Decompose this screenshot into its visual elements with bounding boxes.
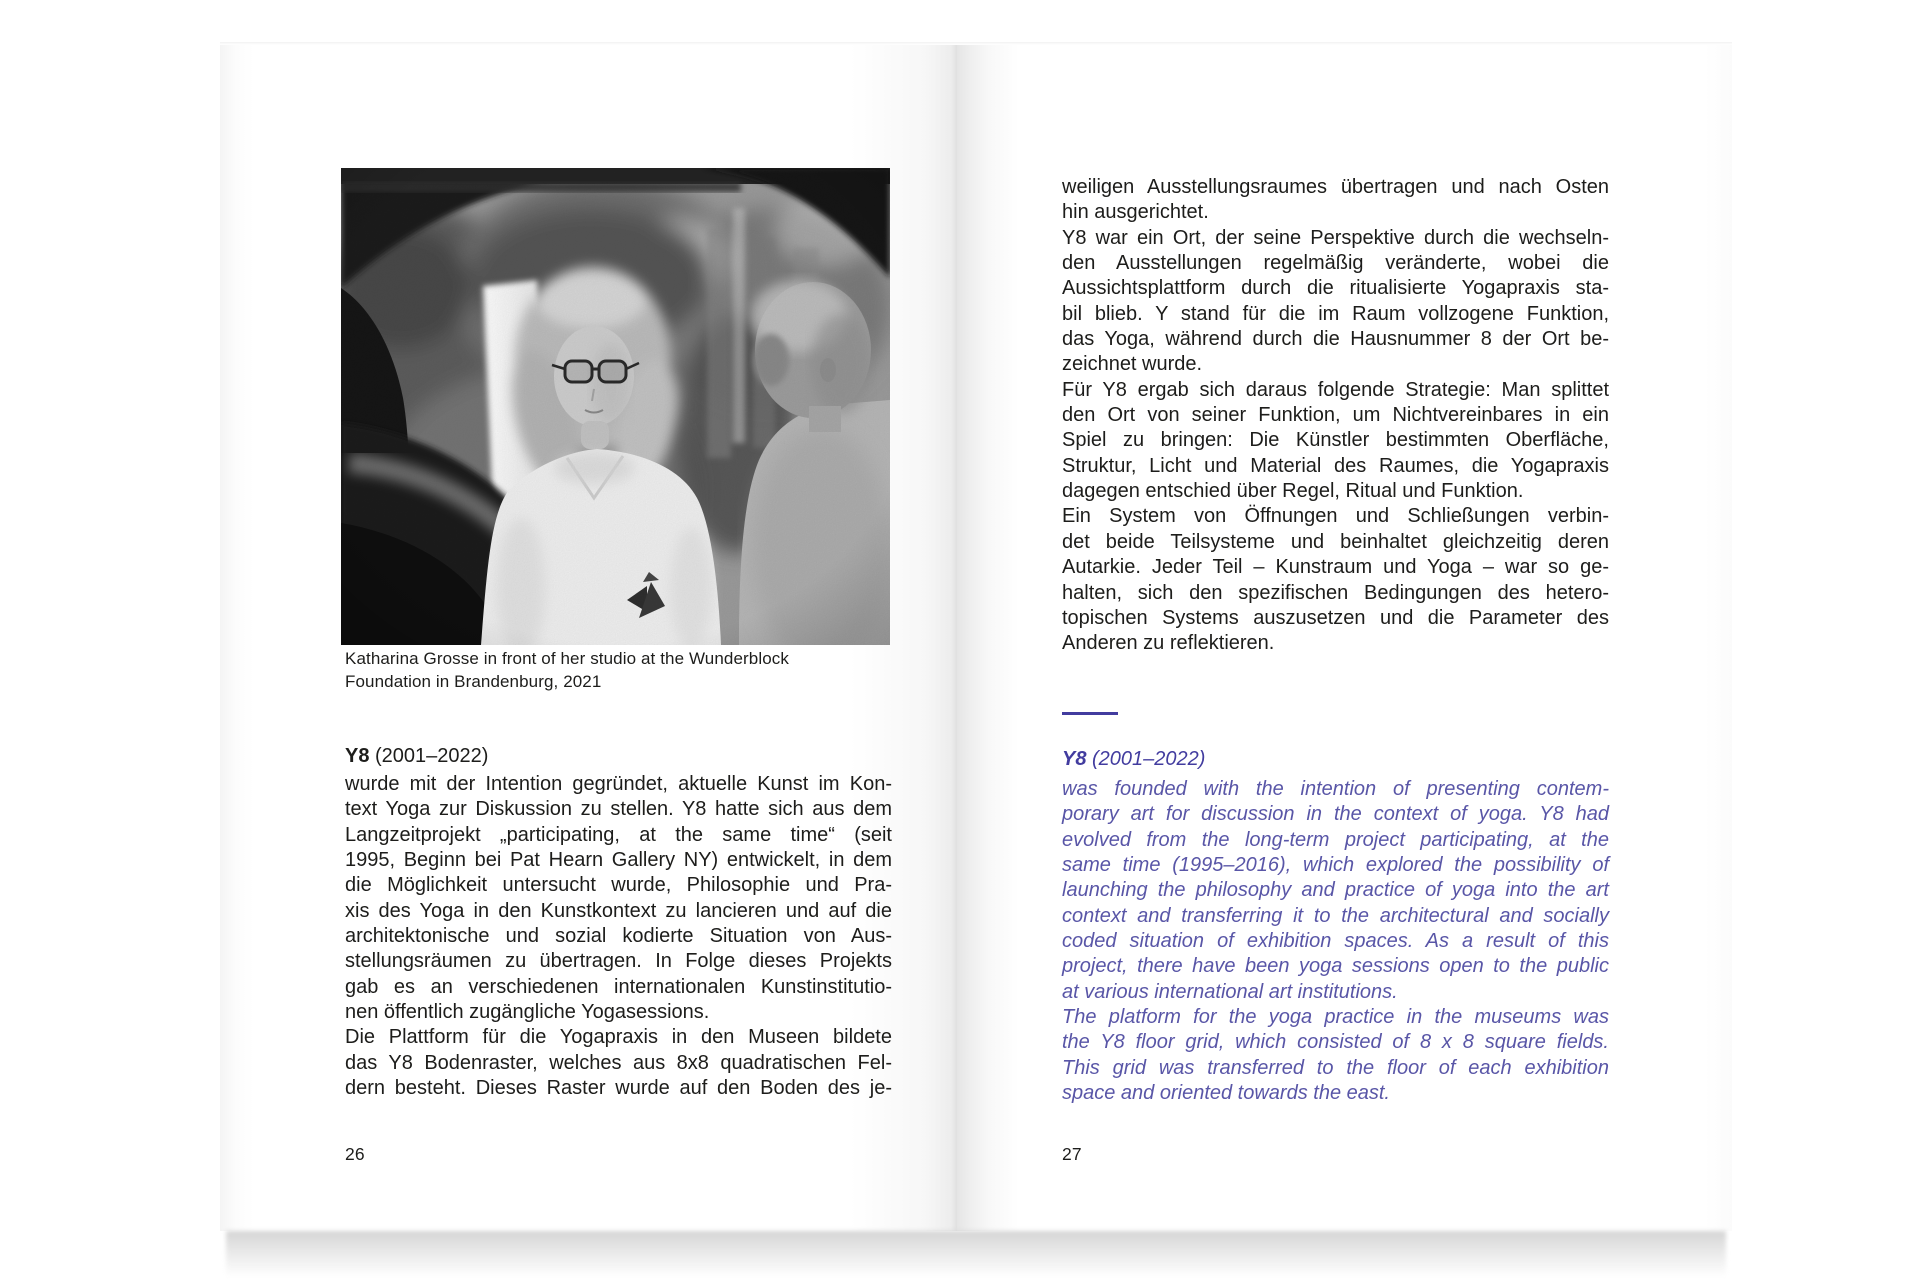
text-line: text Yoga zur Diskussion zu stellen. Y8 hatte sich aus dem <box>345 798 892 821</box>
text-line: project, there have been yoga sessions open to the public <box>1062 955 1609 978</box>
text-line: dern besteht. Dieses Raster wurde auf den Boden des je- <box>345 1077 892 1100</box>
text-line: das Yoga, während durch die Hausnummer 8 der Ort be- <box>1062 328 1609 351</box>
book-drop-shadow <box>226 1231 1726 1277</box>
text-line: stellungsräumen zu übertragen. In Folge dieses Projekts <box>345 950 892 973</box>
heading-dates: (2001–2022) <box>369 745 489 767</box>
heading-title: Y8 <box>345 745 370 767</box>
text-line: xis des Yoga in den Kunstkontext zu lancieren und auf die <box>345 899 892 922</box>
text-line: den Ort von seiner Funktion, um Nichtvereinbares in ein <box>1062 404 1609 427</box>
text-line: Langzeitprojekt „participating, at the same time“ (seit <box>345 823 892 846</box>
text-line: evolved from the long-term project participating, at the <box>1062 828 1609 851</box>
text-line: Für Y8 ergab sich daraus folgende Strategie: Man splittet <box>1062 378 1609 401</box>
section-divider-rule <box>1062 712 1118 715</box>
photo-illustration <box>341 168 890 645</box>
text-line: porary art for discussion in the context of yoga. Y8 had <box>1062 803 1609 826</box>
text-line: dagegen entschied über Regel, Ritual und Funktion. <box>1062 480 1524 503</box>
text-line: was founded with the intention of presenting contem- <box>1062 778 1609 800</box>
heading-dates: (2001–2022) <box>1086 748 1206 770</box>
text-line: gab es an verschiedenen internationalen Kunstinstitutio- <box>345 975 892 998</box>
page-number-right: 27 <box>1062 1144 1082 1164</box>
text-line: Autarkie. Jeder Teil – Kunstraum und Yoga – war so ge- <box>1062 556 1609 579</box>
text-line: Struktur, Licht und Material des Raumes, die Yogapraxis <box>1062 454 1609 477</box>
english-body-text <box>1062 777 1609 1106</box>
text-line: Foundation in Brandenburg, 2021 <box>345 671 602 691</box>
text-line: weiligen Ausstellungsraumes übertragen und nach Osten <box>1062 176 1609 198</box>
photo-katharina-grosse <box>341 168 890 645</box>
text-line: halten, sich den spezifischen Bedingungen des hetero- <box>1062 581 1609 604</box>
text-line: the Y8 floor grid, which consisted of 8 x 8 square fields. <box>1062 1031 1609 1054</box>
text-line: context and transferring it to the architectural and socially <box>1062 904 1609 927</box>
photo-caption <box>345 648 835 693</box>
text-line: architektonische und sozial kodierte Situation von Aus- <box>345 925 892 948</box>
german-body-text-left <box>345 772 892 1101</box>
text-line: Anderen zu reflektieren. <box>1062 632 1275 655</box>
text-line: bil blieb. Y stand für die im Raum vollzogene Funktion, <box>1062 302 1609 325</box>
text-line: The platform for the yoga practice in the museums was <box>1062 1006 1609 1029</box>
section-heading-english <box>1062 747 1205 772</box>
section-heading-german <box>345 744 488 769</box>
page-number-left: 26 <box>345 1144 365 1164</box>
text-line: at various international art institutions. <box>1062 980 1398 1003</box>
text-line: same time (1995–2016), which explored the possibility of <box>1062 854 1609 877</box>
text-line: nen öffentlich zugängliche Yogasessions. <box>345 1001 710 1024</box>
open-book-spread <box>220 45 1732 1231</box>
text-line: zeichnet wurde. <box>1062 353 1203 376</box>
page-left <box>220 45 957 1231</box>
text-line: den Ausstellungen regelmäßig veränderte, wobei die <box>1062 252 1609 275</box>
text-line: Katharina Grosse in front of her studio at the Wunderblock <box>345 649 789 668</box>
text-line: Y8 war ein Ort, der seine Perspektive durch die wechseln- <box>1062 226 1609 249</box>
text-line: Ein System von Öffnungen und Schließungen verbin- <box>1062 505 1609 528</box>
text-line: hin ausgerichtet. <box>1062 201 1209 224</box>
text-line: topischen Systems auszusetzen und die Parameter des <box>1062 606 1609 629</box>
text-line: space and oriented towards the east. <box>1062 1082 1390 1105</box>
text-line: 1995, Beginn bei Pat Hearn Gallery NY) entwickelt, in dem <box>345 849 892 872</box>
text-line: die Möglichkeit untersucht wurde, Philosophie und Pra- <box>345 874 892 897</box>
text-line: Die Plattform für die Yogapraxis in den Museen bildete <box>345 1026 892 1049</box>
text-line: wurde mit der Intention gegründet, aktuelle Kunst im Kon- <box>345 773 892 795</box>
german-body-text-right <box>1062 175 1609 657</box>
text-line: das Y8 Bodenraster, welches aus 8x8 quadratischen Fel- <box>345 1051 892 1074</box>
text-line: det beide Teilsysteme und beinhaltet gleichzeitig deren <box>1062 530 1609 553</box>
page-right <box>957 45 1732 1231</box>
text-line: Aussichtsplattform durch die ritualisierte Yogapraxis sta- <box>1062 277 1609 300</box>
text-line: launching the philosophy and practice of yoga into the art <box>1062 879 1609 902</box>
heading-title: Y8 <box>1062 748 1087 770</box>
text-line: This grid was transferred to the floor of each exhibition <box>1062 1056 1609 1079</box>
text-line: Spiel zu bringen: Die Künstler bestimmten Oberfläche, <box>1062 429 1609 452</box>
text-line: coded situation of exhibition spaces. As a result of this <box>1062 930 1609 953</box>
